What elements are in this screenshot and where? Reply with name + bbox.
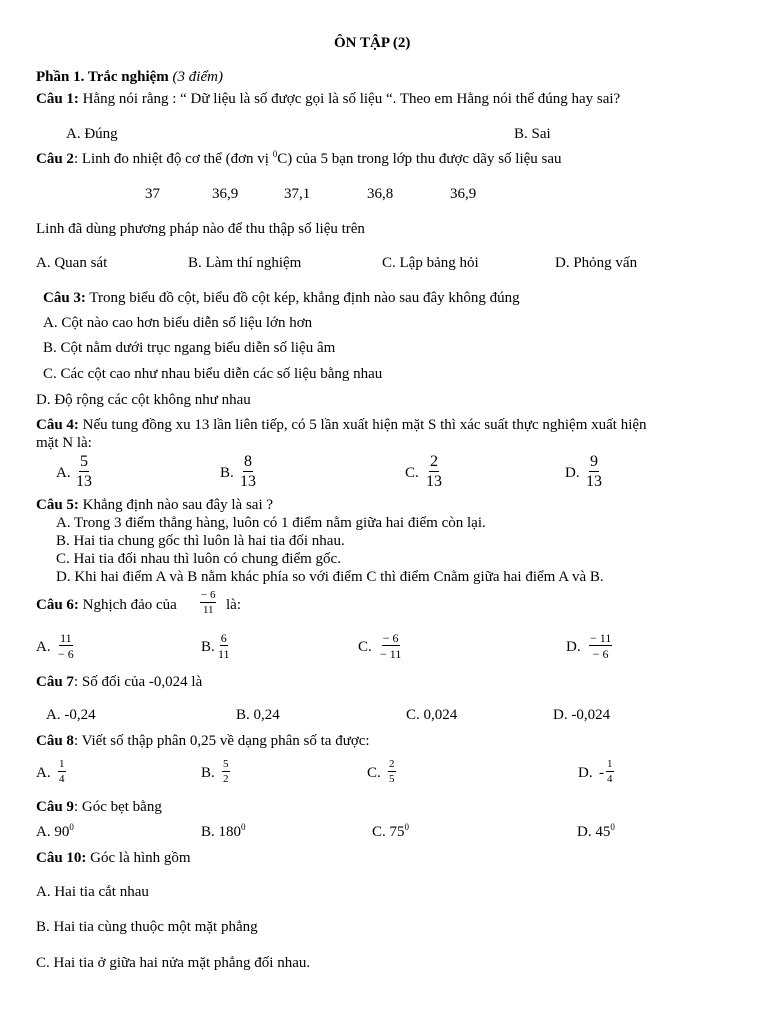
data-value: 36,9: [212, 186, 239, 202]
part-heading-label: Phần 1. Trắc nghiệm: [36, 69, 169, 85]
fraction-denominator: 13: [426, 473, 442, 490]
q4-option-b-fraction: [240, 454, 256, 490]
q4-option-c-letter: C.: [405, 465, 419, 481]
q6-option-c-fraction: [380, 632, 401, 660]
q2-option-b: B. Làm thí nghiệm: [188, 255, 302, 271]
q4-option-d-letter: D.: [565, 465, 580, 481]
question-2-text-before: : Linh đo nhiệt độ cơ thể (đơn vị: [73, 151, 273, 167]
q10-option-a: A. Hai tia cắt nhau: [36, 884, 149, 900]
degree-sup: 0: [241, 822, 246, 832]
q6-option-d-fraction: [589, 632, 612, 660]
q5-option-c: C. Hai tia đối nhau thì luôn có chung điểm gốc.: [56, 551, 341, 567]
data-value: 37,1: [284, 186, 311, 202]
degree-sup: 0: [69, 822, 74, 832]
fraction-denominator: 11: [218, 647, 230, 661]
question-9-text: : Góc bẹt bằng: [73, 799, 162, 815]
q7-option-c: C. 0,024: [406, 707, 458, 723]
fraction-numerator: 6: [220, 631, 227, 645]
question-1: [36, 92, 620, 107]
fraction-denominator: 13: [240, 473, 256, 490]
q9-option-d: [577, 822, 615, 840]
q4-option-d-fraction: [586, 454, 602, 490]
question-3-label: Câu 3:: [43, 290, 86, 306]
q8-option-d-fraction: [606, 759, 614, 785]
q6-option-a-letter: A.: [36, 639, 51, 655]
data-value: 36,8: [367, 186, 394, 202]
q6-option-b-letter: B.: [201, 639, 215, 655]
q6-option-d-letter: D.: [566, 639, 581, 655]
q6-option-b-fraction: [218, 632, 230, 660]
question-1-text: Hằng nói rằng : “ Dữ liệu là số được gọi là số liệu “. Theo em Hằng nói thế đúng hay sai?: [78, 91, 621, 107]
q3-option-b: B. Cột nằm dưới trục ngang biểu diễn số liệu âm: [43, 340, 336, 356]
question-3-text: Trong biểu đồ cột, biểu đồ cột kép, khẳng định nào sau đây không đúng: [85, 290, 520, 306]
question-6: [36, 598, 177, 613]
q8-option-a-fraction: [58, 759, 66, 785]
question-6-text: Nghịch đảo của: [78, 597, 177, 613]
fraction-numerator: 1: [59, 758, 65, 770]
q9-option-a-text: A. 90: [36, 824, 70, 840]
question-5-label: Câu 5:: [36, 497, 79, 513]
data-value: 37: [145, 186, 160, 202]
fraction-numerator: − 6: [382, 631, 399, 645]
q6-option-c-letter: C.: [358, 639, 372, 655]
q3-option-d: D. Độ rộng các cột không như nhau: [36, 392, 251, 408]
question-2-text-after: C) của 5 bạn trong lớp thu được dãy số liệu sau: [277, 151, 562, 167]
question-8-label: Câu 8: [36, 733, 74, 749]
fraction-denominator: − 6: [592, 647, 609, 661]
q7-option-b: B. 0,24: [236, 707, 280, 723]
fraction-numerator: 5: [80, 453, 88, 470]
q10-option-b: B. Hai tia cùng thuộc một mặt phẳng: [36, 919, 258, 935]
q5-option-d: D. Khi hai điểm A và B nằm khác phía so với điểm C thì điểm Cnằm giữa hai điểm A và B.: [56, 569, 604, 585]
q7-option-a: A. -0,24: [46, 707, 96, 723]
fraction-denominator: 2: [223, 773, 229, 785]
fraction-denominator: 4: [607, 773, 613, 785]
question-4-label: Câu 4:: [36, 417, 79, 433]
q9-option-d-text: D. 45: [577, 824, 611, 840]
q5-option-a: A. Trong 3 điểm thẳng hàng, luôn có 1 điểm nằm giữa hai điểm còn lại.: [56, 515, 486, 531]
question-8-text: : Viết số thập phân 0,25 về dạng phân số ta được:: [73, 733, 370, 749]
question-4-text: Nếu tung đồng xu 13 lần liên tiếp, có 5 lần xuất hiện mặt S thì xác suất thực nghiệm xuất hiện: [78, 417, 647, 433]
fraction-numerator: 11: [60, 631, 72, 645]
question-2-label: Câu 2: [36, 151, 74, 167]
fraction-denominator: 13: [586, 473, 602, 490]
q4-option-b-letter: B.: [220, 465, 234, 481]
question-4-line2: mặt N là:: [36, 435, 92, 451]
question-6-after: là:: [226, 597, 241, 613]
fraction-denominator: 11: [202, 604, 214, 616]
q2-question: Linh đã dùng phương pháp nào để thu thập số liệu trên: [36, 221, 365, 237]
q4-option-a-letter: A.: [56, 465, 71, 481]
q8-option-c-fraction: [388, 759, 396, 785]
question-3: [43, 291, 520, 306]
question-5-text: Khẳng định nào sau đây là sai ?: [78, 497, 274, 513]
part-points: (3 điểm): [172, 69, 223, 85]
question-2: [36, 149, 562, 167]
fraction-numerator: − 11: [590, 631, 612, 645]
fraction-denominator: − 11: [380, 647, 402, 661]
q3-option-c: C. Các cột cao như nhau biểu diễn các số liệu bằng nhau: [43, 366, 383, 382]
q2-option-a: A. Quan sát: [36, 255, 108, 271]
question-7-label: Câu 7: [36, 674, 74, 690]
question-9: [36, 800, 162, 815]
q10-option-c: C. Hai tia ở giữa hai nửa mặt phẳng đối nhau.: [36, 955, 311, 971]
q4-option-c-fraction: [426, 454, 442, 490]
fraction-numerator: 8: [244, 453, 252, 470]
fraction-denominator: 4: [59, 773, 65, 785]
q9-option-c: [372, 822, 410, 840]
fraction-denominator: − 6: [58, 647, 74, 661]
fraction-numerator: 1: [607, 758, 613, 770]
degree-sup: 0: [404, 822, 410, 832]
question-5: [36, 498, 273, 513]
q6-option-a-fraction: [58, 632, 74, 660]
q1-option-a: A. Đúng: [66, 126, 118, 142]
q2-option-d: D. Phỏng vấn: [555, 255, 638, 271]
q6-fraction: [200, 590, 216, 616]
q8-option-b-fraction: [222, 759, 230, 785]
q8-option-c-letter: C.: [367, 765, 381, 781]
q9-option-b-text: B. 180: [201, 824, 242, 840]
q9-option-a: [36, 822, 74, 840]
fraction-numerator: 5: [223, 758, 229, 770]
q4-option-a-fraction: [76, 454, 92, 490]
question-4: [36, 418, 647, 433]
negative-sign: -: [599, 765, 604, 781]
fraction-denominator: 13: [76, 473, 92, 490]
question-10-label: Câu 10:: [36, 850, 87, 866]
degree-sup: 0: [272, 149, 278, 159]
degree-sup: 0: [610, 822, 615, 832]
question-7-text: : Số đối của -0,024 là: [73, 674, 203, 690]
question-10: [36, 851, 191, 866]
q2-option-c: C. Lập bảng hỏi: [382, 255, 479, 271]
q7-option-d: D. -0,024: [553, 707, 611, 723]
question-9-label: Câu 9: [36, 799, 74, 815]
q5-option-b: B. Hai tia chung gốc thì luôn là hai tia đối nhau.: [56, 533, 345, 549]
data-value: 36,9: [450, 186, 477, 202]
question-10-text: Góc là hình gồm: [86, 850, 191, 866]
question-8: [36, 734, 370, 749]
fraction-numerator: − 6: [201, 589, 216, 601]
q8-option-a-letter: A.: [36, 765, 51, 781]
q9-option-b: [201, 822, 246, 840]
q1-option-b: B. Sai: [514, 126, 551, 142]
fraction-denominator: 5: [389, 773, 395, 785]
question-1-label: Câu 1:: [36, 91, 79, 107]
q3-option-a: A. Cột nào cao hơn biểu diễn số liệu lớn hơn: [43, 315, 313, 331]
q8-option-b-letter: B.: [201, 765, 215, 781]
q9-option-c-text: C. 75: [372, 824, 405, 840]
q8-option-d-letter: D.: [578, 765, 593, 781]
part-heading: [36, 70, 223, 85]
fraction-numerator: 2: [389, 758, 395, 770]
question-6-label: Câu 6:: [36, 597, 79, 613]
page-title: ÔN TẬP (2): [334, 35, 411, 51]
fraction-numerator: 2: [430, 453, 438, 470]
question-7: [36, 675, 202, 690]
fraction-numerator: 9: [590, 453, 598, 470]
